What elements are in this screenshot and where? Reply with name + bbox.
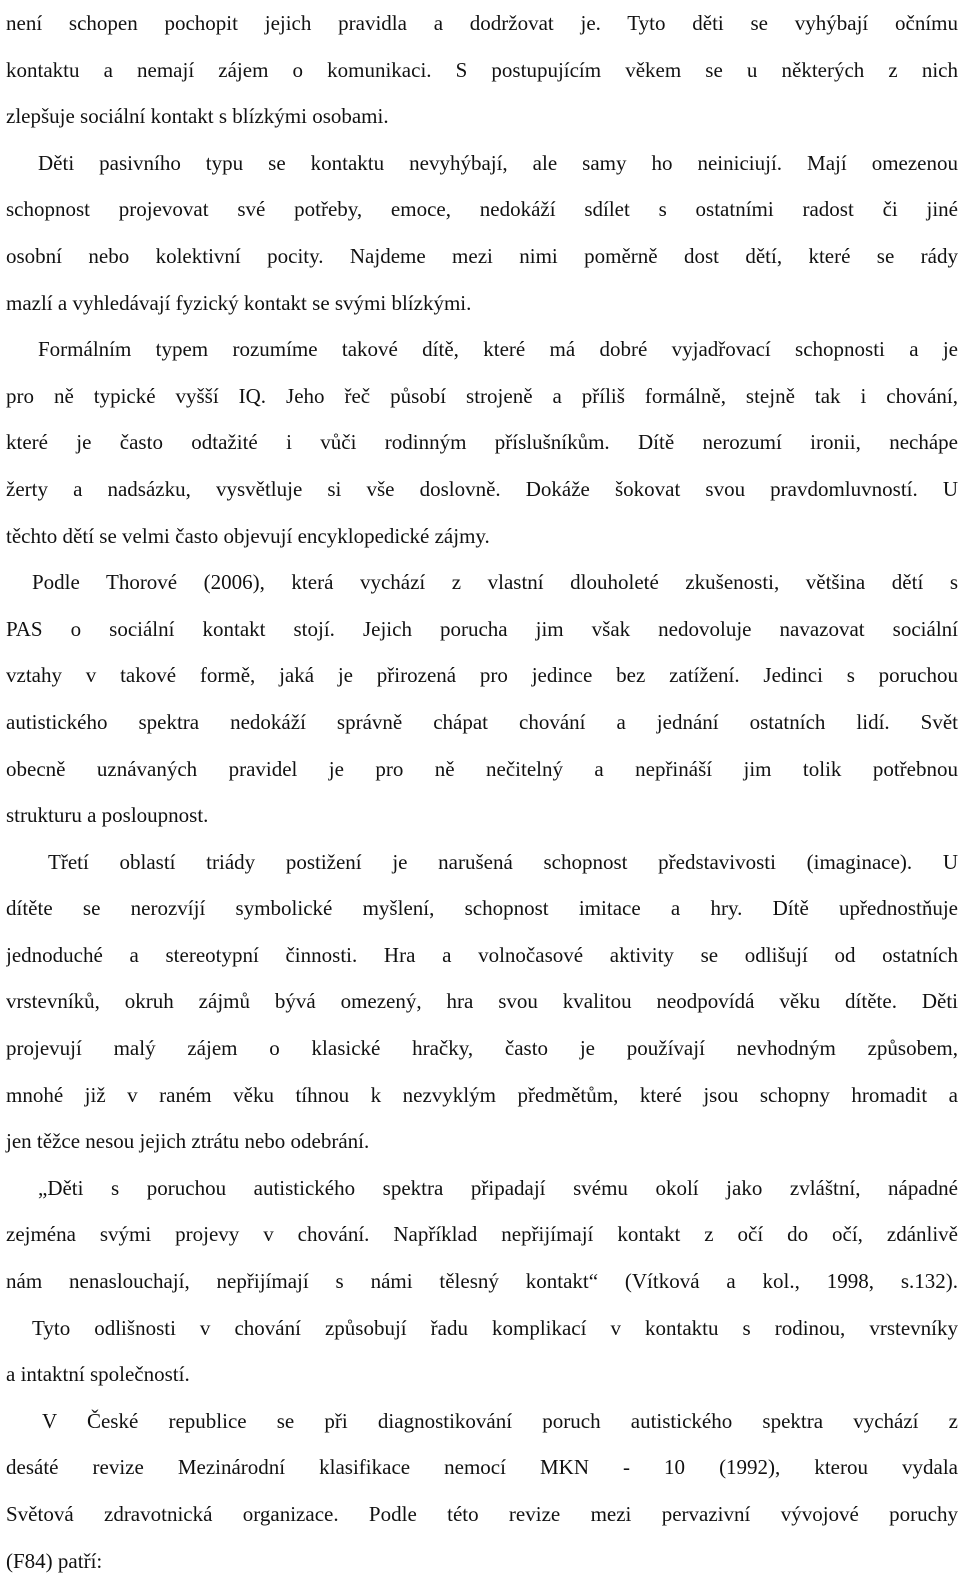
text-line: Podle Thorové (2006), která vychází z vlastní dlouholeté zkušenosti, většina dětí s [32,570,958,595]
text-line: obecně uznávaných pravidel je pro ně nečitelný a nepřináší jim tolik potřebnou [6,756,958,781]
text-line: Světová zdravotnická organizace. Podle této revize mezi pervazivní vývojové poruchy [6,1502,958,1526]
document-page [6,0,958,1584]
text-line: nám nenaslouchají, nepřijímají s námi tělesný kontakt“ (Vítková a kol., 1998, s.132). [6,1269,958,1294]
text-line: Formálním typem rozumíme takové dítě, které má dobré vyjadřovací schopnosti a je [38,337,958,362]
text-line: projevují malý zájem o klasické hračky, často je používají nevhodným způsobem, [6,1036,958,1061]
text-line: zejména svými projevy v chování. Například nepřijímají kontakt z očí do očí, zdánlivě [6,1222,958,1247]
text-line: „Děti s poruchou autistického spektra připadají svému okolí jako zvláštní, nápadné [38,1175,958,1200]
text-line: PAS o sociální kontakt stojí. Jejich porucha jim však nedovoluje navazovat sociální [6,616,958,641]
text-line: strukturu a posloupnost. [6,803,209,828]
text-line: dítěte se nerozvíjí symbolické myšlení, schopnost imitace a hry. Dítě upřednostňuje [6,896,958,921]
text-line: jen těžce nesou jejich ztrátu nebo odebrání. [6,1129,370,1154]
text-line: schopnost projevovat své potřeby, emoce, nedokáží sdílet s ostatními radost či jiné [6,197,958,222]
text-line: (F84) patří: [6,1548,103,1573]
text-line: a intaktní společností. [6,1362,190,1387]
text-line: které je často odtažité i vůči rodinným příslušníkům. Dítě nerozumí ironii, nechápe [6,430,958,455]
text-line: těchto dětí se velmi často objevují encyklopedické zájmy. [6,523,490,548]
text-line: pro ně typické vyšší IQ. Jeho řeč působí strojeně a příliš formálně, stejně tak i chování, [6,383,958,408]
text-line: Děti pasivního typu se kontaktu nevyhýbají, ale samy ho neiniciují. Mají omezenou [38,150,958,175]
text-line: není schopen pochopit jejich pravidla a dodržovat je. Tyto děti se vyhýbají očnímu [6,11,958,35]
text-line: vrstevníků, okruh zájmů bývá omezený, hra svou kvalitou neodpovídá věku dítěte. Děti [6,989,958,1014]
text-line: jednoduché a stereotypní činnosti. Hra a volnočasové aktivity se odlišují od ostatních [6,942,958,967]
text-line: autistického spektra nedokáží správně chápat chování a jednání ostatních lidí. Svět [6,709,958,734]
text-line: V České republice se při diagnostikování poruch autistického spektra vychází z [42,1408,958,1433]
text-line: osobní nebo kolektivní pocity. Najdeme mezi nimi poměrně dost dětí, které se rády [6,243,958,268]
text-line: Tyto odlišnosti v chování způsobují řadu komplikací v kontaktu s rodinou, vrstevníky [32,1315,958,1340]
text-line: žerty a nadsázku, vysvětluje si vše doslovně. Dokáže šokovat svou pravdomluvností. U [6,476,958,501]
text-line: vztahy v takové formě, jaká je přirozená pro jedince bez zatížení. Jedinci s poruchou [6,663,958,688]
text-line: mnohé již v raném věku tíhnou k nezvyklým předmětům, které jsou schopny hromadit a [6,1082,958,1107]
text-line: kontaktu a nemají zájem o komunikaci. S postupujícím věkem se u některých z nich [6,57,958,82]
text-line: mazlí a vyhledávají fyzický kontakt se svými blízkými. [6,290,472,315]
text-line: Třetí oblastí triády postižení je narušená schopnost představivosti (imaginace). U [48,849,958,874]
text-line: desáté revize Mezinárodní klasifikace nemocí MKN - 10 (1992), kterou vydala [6,1455,958,1480]
text-line: zlepšuje sociální kontakt s blízkými osobami. [6,104,389,129]
